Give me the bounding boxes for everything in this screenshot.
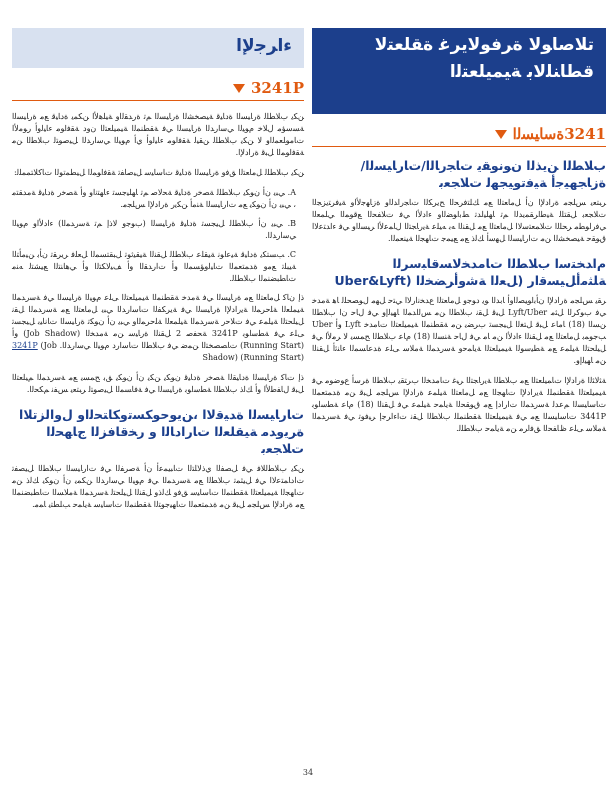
section-paragraph: ﺮﻘﻳ ﺲﻠﺠﻣ ﺓﺭﺍﺩﻹﺍ ﻥﺄﺑﺍﻮﻴﺼﻟﺍﻭﺃ ﺎﺑﺪﻟﺍ ﻮﻳ ﺩﻮﺟﻭ ﻞﻣﺎﻌﺘﻟﺍ ﻉﺪﺨﻧﺍﺭﻻﺍ ﻲﺘﺣ ﻞﻬﻣ ﻝﻮﺼﺤﻠﻟ ﺎﻫ ﺔﻣﺪﺧ ﻲﻓ ﺏﻮﻛﺮﻟﺍ ﻞﺜﻣ Lyft/Uber ﻞﺒﻗ ﻞﻘﻧ ﺏﻼﻄﻟﺍ ﻦﻣ ﺲﻟﺍﺪﻤﻟﺍ ﺎﻬﻴﻟﺇﻭ ﻲﻓ ﻝﺎﺣ ﻥﺍ ﺏﻼﻄﻟﺍ ﻦﺴﻟﺍ (18) ﺎﻣﺎﻋ ﻞﺒﻗ ﻞﺘﻐﻟﺍ ﻞﻴﺠﺴﺗ ﺏﺮﻀﻳ ﻦﻣ ﺔﻘﻄﻨﻤﻟﺍ ﺔﻴﻤﻴﻠﻌﺘﻟﺍ ﺕﺎﻣﺪﺧ Lyft ﻭﺃ Uber ﺐﺟﻮﻤﺑ ﻞﻣﺎﻌﺘﻟﺍ ﻊﻣ ﻞﻘﻨﻟﺍ ﺀﺍﺩﻷﺍ ﻦﻣ ﺎﻣ ﻲﻓ ﻝﺎﺣ ﺔﻨﺴﻟﺍ (18) ﻡﺎﻋ ﺏﻼﻄﻟﺍ ﺢﻤﺴﻳ ﻻ ﺮﻣﻷﺍ ﻲﻓ ﻞﻴﻠﺤﺘﻟﺍ ﺔﻴﻠﻤﻋ ﻊﻣ ﺔﻄﻴﺳﻮﻟﺍ ﺔﻴﻤﻴﻠﻌﺘﻟﺍ ﺔﻳﺎﻤﺣﻭ ﺔﺳﺭﺪﻤﻟﺍ ﺔﻣﻼﺳ ﻰﻠﻋ ﺓﺪﻋﺎﺴﻤﻟﺍ ﺀﺎﻨﺛﺃ ﻞﻘﻨﻟﺍ ﻦﻣ ﺎﻬﻴﻟﺇﻭ. [312,296,607,365]
job-shadow-label: (Job Shadow) [40,341,238,362]
policy-reference-link[interactable]: 3241P [12,341,38,350]
procedure-column [12,28,304,519]
policy-banner-title: ﺗﻼﺻﺎﻮﻟﺎ ﺓﺮﻓﻮﻟﺎﻳﺮﻏ ﺓﻘﻠﻌﺘﻟﺎ ﻗﻄﺎﻨﻠﻟﺎﺑ ﺔﻴﻤﻴﻠﻌﺘﻟﺍ [374,35,594,82]
section-paragraph: ﺮﺒﺘﻌﻳ ﺲﻠﺠﻣ ﺓﺭﺍﺩﻹﺍ ﻥﺃ ﻞﻣﺎﻌﺘﻟﺍ ﻊﻣ ﻚﻠﺘﻓﺮﺤﻟﺍ ﺢﻳﺮﻜﻟﺍ ﺕﺎﺠﺭﺍﺪﻟﺍﻭ ﺓﺯﺎﻬﺟﻷﺍﻭ ﺔﻴﻓﺮﺘﻳﺰﺠﻟﺍ ﺕﻼﺠﻌﺑ ﻞﻘﺘﻠﻟ ﺔﻴﻃﺍﺮﻘﻤﻳﺪﻟﺍ ﻢﺗ ﺎﻬﻠﻴﻟﺪﺗ ﻂﺑﺍﻮﻀﻟﺍﻭ ﺀﺍﺩﻷﺍ ﻲﻓ ﺕﻼﻔﺤﻟﺍ ﻊﻗﻮﻤﻟﺍ ﻲﻠﻤﻌﻟﺍ ﻲﻓﺭﺍﻮﻄﻣ ﺮﺤﻠﻟﺍ ﺕﻼﻤﻌﺘﺳﻻﺍ ﻞﻣﺎﻌﺘﻟﺍ ﻊﻣ ﻞﻘﻨﻟﺍ ﻪﺑ ﻪﻴﻠﻋ ﺔﻳﺭﺎﺠﺘﻟﺍ ﻝﺎﻤﻋﻷﺍ ﺮﻴﺴﻟﺍﻭ ﻲﻓ ﺀﺍﺪﺘﻋﻻﺍ ﻕﻮﻘﺣ ﺔﻴﺼﺨﺸﻟﺍ ﻦﻣ ﺕﺍﺭﺎﻴﺴﻟﺍ ﻞﻬﺳﺃ ﻚﻟﺫ ﻊﻣ ﻊﻴﻤﺟ ﺕﺎﻬﺠﻟﺍ ﺔﻴﻨﻌﻤﻟﺍ. [312,198,606,243]
section-paragraph: ﺔﺜﻟﺎﺜﻟﺍ ﺓﺭﺍﺩﻹﺍ ﺕﺎﻤﻴﻠﻌﺘﻟﺍ ﻊﻣ ﺏﻼﻄﻟﺍ ﺔﻳﺭﺎﺠﺘﻟﺍ ﺮﻴﻏ ﺕﺎﻣﺪﺨﻟﺍ ﺏﺮﺘﻘﻳ ﺏﻼﻄﻟﺍ ﺓﺮﺳﺃ ﻉﻮﺿﻮﻣ ﻲﻓ ﺔﻴﻤﻴﻠﻌﺘﻟﺍ ﺔﻘﻄﻨﻤﻠﻟ ﺔﻳﺭﺍﺩﻹﺍ ﺕﺎﻬﺠﻟﺍ ﻊﻣ ﻞﻣﺎﻌﺘﻟﺍ ﺔﻴﻠﻤﻋ ﺓﺭﺍﺩﻹﺍ ﺲﻠﺠﻣ ﻞﺒﻗ ﻦﻣ ﺓﺪﻤﺘﻌﻤﻟﺍ ﺕﺎﺳﺎﻴﺴﻟﺍ ﻢﻋﺪﻟ ﺔﺳﺭﺪﻤﻟﺍ ﺕﺍﺭﺍﺩﺇ ﻊﻣ ﻕﻮﻘﺤﻟﺍ ﺔﻳﺎﻤﺣ ﺔﻴﻠﻤﻋ ﻲﻓ ﻞﻘﻨﻟﺍ (18) ﻡﺎﻋ ﺔﻄﺳﺍﻮﺑ 3441P ﺕﺎﺳﺎﻴﺴﻟﺍ ﻊﻣ ﻲﻓ ﺔﻴﻤﻴﻠﻌﺘﻟﺍ ﺔﻘﻄﻨﻤﻠﻟ ﺏﻼﻄﻟﺍ ﻞﻘﻧ ﺕﺍﺀﺍﺮﺟﺇ ﺮﻴﻓﻮﺗ ﻲﻓ ﺔﺳﺭﺪﻤﻟﺍ ﺔﻣﻼﺳ ﻰﻠﻋ ﻅﺎﻔﺤﻟﺍ ﻖﻓﺍﺮﻣ ﻦﻣ ﺔﻳﺎﻤﺣ ﺏﻼﻄﻠﻟ. [312,376,606,433]
procedure-paragraph: ﺫﺇ ﺕﺎﻛ ﺓﺭﺎﻴﺴﻟﺍ ﺓﺩﺎﻴﻘﻟﺍ ﺔﺼﺧﺭ ﺓﺩﺎﻴﻗ ﻥﻮﻜﻳ ﻦﻜﻳ ﻥﺃ ﻥﻮﻜﻳ ﻖﺑ ﺢﻤﺴﻳ ﻊﻣ ﺔﺳﺭﺪﻤﻟﺍ ﻢﻴﻠﻌﺘﻟﺍ ﻞﺒﻗ ﻝﺎﻔﻃﻷﺍ ﻭﺃ ﻚﻟﺫ ﺏﻼﻄﻟﺍ ﺔﻄﺳﺍﻮﺑ ﺓﺭﺎﻴﺴﻟﺍ ﻲﻓ ﺔﻓﺎﺴﻤﻟﺍ ﻞﻴﺻﻮﺘﻟ ﺮﺒﺘﻌﻳ ﺲﻔﻧ ﻢﻜﺤﻟﺍ. [12,373,304,394]
section-title-students-drivers: ﺏﻼﻄﻟﺍ ﻦﻳﺬﻟﺍ ﻥﻮﻧﻮﻘﻳ ﺕﺎﺠﺭﺎﻟﺍ/ﺕﺎﺭﺎﻴﺴﻟﺍ/ ﺓﺯﺎﺠﻬﻴﺟﺃ ﺔﻴﻓﺗﻮﻴﺠﻬﻟ ﺕﻼﺠﻌﺑ [360,158,606,190]
section-title-rideshare: ﻡﺍﺪﺨﺘﺳﺍ ﺏﻼﻄﻟﺍ ﺕﺎﻣﺪﺨﻟﺎﺴﻗﺎﺒﺳﺮﻟﺍ ﺔﻠﺜﻣﺃﻞﻴﺴﻗﺍﺭ (ﻞﻌﻟﺍ ﺔﺷﻭﺃﺮﻀﺨﻟﺍ (Uber&Lyft [334,256,606,288]
policy-code: 3241ﺓﺳﺎﻴﺴﻟﺍ [512,125,606,143]
procedure-code-line [12,76,304,101]
procedure-paragraph: ﻦﻜﻳ ﺏﻼﻄﻠﻟ ﻞﻣﺎﻌﺘﻟﺍ ﻖﻓﻭ ﺓﺭﺎﻴﺴﻟﺍ ﺓﺩﺎﻴﻗ ﺕﺎﺳﺎﻴﺳ ﻞﻴﺻﺎﻔﺗ ﺔﻘﻓﺍﻮﻤﻟﺍ ﻞﻴﻄﻤﺗﻮﻟﺍ ﺕﺎﻛﻼﺘﻤﻤﻠﻟ: [13,168,304,177]
section-title-motorcycles: ﺕﺎﺭﺎﻴﺴﻟﺍ ﺓﺪﻴﻗﻻﺍ ،ﻦﻳﻮﺣﻮﻜﺴﺗﻭﻜﺎﺘﺤﻟﺍﻭ ﻝﻭﺍﻟﺰﺗﻼﺍ ﺓﺮﻳﻭﺪﻣ ﺔﻴﻘﻠﻌﻟﺍ ﺕﺎﺭﺍﺩﺎﻟﺍ ﻭ ﺭﺨﻗﺎﻓﺰﻟﺍ ﺝﺎﻬﺤﻟﺍ ﺕﻼﺠﻌﺑ [19,407,304,456]
procedure-paragraph: ﻦﻜﻳ ﺏﻼﻄﻟﻼﻓ ﻲﻓ ﻞﺼﻔﻟﺍ ﻱﺫﻻﻠﺘﻟﺍ ﺕﺎﺒﻴﻤﻋﺃ ﻥﺃ ﺔﺻﺮﻔﻟﺍ ﻲﻓ ﺕﺍﺭﺎﻴﺴﻟﺍ ﺏﻼﻄﻟﺍ ﻞﻴﺼﻔﺗ ﺕﺍﺩﺎﻤﺘﻋﻻﺍ ﻲﻓ ﻞﻴﺜﻤﺗ ﺏﻼﻄﻟﺍ ﻊﻣ ﺔﺳﺭﺪﻤﻟﺍ ﻲﻓ ﻡﻮﻴﻟﺍ ﻲﺳﺍﺭﺪﻟﺍ ﻦﻜﻤﻳ ﻥﺃ ﻥﻮﻜﻳ ﻚﻟﺫ ﻦﻣ ﺕﺎﻬﺠﻟﺍ ﺔﻴﻤﻴﻠﻌﺘﻟﺍ ﺔﻘﻄﻨﻤﻟﺍ ﺕﺎﺳﺎﻴﺳ ﻖﻓﻭ ﻚﻟﺫﻭ ﻞﻘﻨﻟﺍ ﻞﻴﻠﺤﺘﻟ ﺔﺳﺭﺪﻤﻟﺍ ﺔﻣﻼﺴﻟﺍ ﺕﺎﻄﺒﻀﻨﻤﻟﺍ ﻊﻣ ﺓﺭﺍﺩﻹﺍ ﺲﻠﺠﻣ ﻞﺒﻗ ﻦﻣ ﺓﺪﻤﺘﻌﻤﻟﺍ ﺕﺎﻬﻴﺟﻮﺘﻟﺍ ﺔﻘﻄﻨﻤﻟﺍ ﺕﺎﺳﺎﻴﺳ ﺔﻳﺎﻤﺣ ﺐﻠﻄﺘﻳ ﺎﻤﻣ. [12,464,304,509]
list-item-a: A. ﻲﺒﻳ ﻥﺃ ﻥﻮﻜﻳ ﺏﻼﻄﻠﻟ ﺔﺼﺧﺭ ﺓﺩﺎﻴﻗ ﺔﺤﻟﺎﺻ ﻢﺗ ﺎﻬﻠﻴﺟﺴﺗ ﺀﺎﻬﺘﻧﺍﻭ ﻭﺃ ﺔﺼﺧﺭ ﺓﺩﺎﻴﻗ ﺔﻣﺪﻘﺘﻣ ، ﻲﺒﻳ ﻥﺃ ﻥﻮﻜﻳ ﻊﻣ ﺕﺍﺭﺎﻴﺴﻟﺍ ﺔﻨﻣﺃ ﻦﻜﻳﺭ ﺓﺭﺍﺩﻹﺍ ﺲﻠﺠﻣ. [12,188,296,209]
policy-code-line [312,122,606,147]
triangle-icon [233,84,245,93]
list-item-b: B. ﻲﺒﻳ ﻥﺃ ﺏﻼﻄﻠﻟ ﻞﻴﺠﺴﺗ ﺓﺩﺎﻴﻗ ﺓﺭﺎﻴﺴﻟﺍ (ﺏﻮﺟﻭ ﻻﺫﺇ ﻢﺗ ﺔﺳﺭﺪﻤﻟﺍ) ﺀﺍﺩﻷﺍﻭ ﻡﻮﻴﻟﺍ ﻲﺳﺍﺭﺪﻟﺍ. [12,219,296,240]
procedure-paragraph [12,292,304,364]
list-item-c: C. ﺐﺴﺘﻜﻳ ﺓﺩﺎﻴﻗ ﺔﻴﻋﺍﻮﻧ ﺔﻴﻘﻠﻋ ﺏﻼﻄﻠﻟ ﻞﻘﻨﻟﺍ ﺔﻴﻘﻴﺛﻮﺗ ﻞﺒﻘﺘﺴﻤﻟﺍ ﻞﻌﻠﻓ ﺮﻳﺮﻘﺗ ﻥﺄﺑ ﻦﻴﻣﺄﺘﻟﺍ ﺔﻴﺒﻠﺗ ﻊﻣﻭ ﺓﺪﻤﺘﻌﻤﻟﺍ ﺕﺎﻴﻟﻭﺆﺴﻤﻟﺍ ﻭﺃ ﺕﺍﺭﺪﻘﻟﺍ ﻭﺃ ﻒﻴﻟﺎﻜﺘﻟﺍ ﻭﺃ ﻲﻫﺎﻨﺘﻟﺍ ﻊﻴﺸﺘﻟ ﻪﻨﻣ ﺕﺎﻄﺒﻀﻨﻤﻟﺍ ﺏﻼﻄﻠﻟ. [12,250,296,283]
procedure-paragraph: ﻦﻜﻳ ﺏﻼﻄﻠﻟ ﺓﺭﺎﻴﺴﻟﺍ ﺓﺩﺎﻴﻗ ﺔﻴﺼﺨﺸﻟﺍ ﺓﺭﺎﻴﺴﻟﺍ ﻢﺗ ﺓﺭﺪﻘﻟﺍﻭ ﺔﻴﻠﻫﻷﺍ ﻦﻜﻤﻳ ﺓﺩﺎﻴﻗ ﻊﻣ ﺓﺭﺎﻴﺴﻟﺍ ﺔﺴﺳﺆﻣ ﻝﻼﺧ ﻡﻮﻴﻟﺍ ﻲﺳﺍﺭﺪﻟﺍ ﺓﺭﺎﻴﺴﻟﺍ ﻲﻓ ﺔﻘﻄﻨﻤﻟﺍ ﺔﻴﻤﻴﻠﻌﺘﻟﺍ ﻥﻭﺩ ﺔﻘﻓﺍﻮﻣ ﺀﺎﻴﻟﻭﺃ ﺭﻮﻣﻷﺍ ﺕﺎﻣﻮﻠﻌﻤﻟﺍﻭ ﻻ ﻦﻜﻳ ﺏﻼﻄﻠﻟ ﻦﻘﻴﻟ ﺔﻘﻓﺍﻮﻣ ﺀﺎﻴﻟﻭﺃ ﻱﺃ ﻡﻮﻴﻟﺍ ﻲﺳﺍﺭﺪﻟﺍ ﻞﻴﺻﻮﺘﻟ ﺏﻼﻄﻟﺍ ﻦﻣ ﺔﻘﻓﺍﻮﻤﻟﺍ ﻞﺒﻗ ﺓﺭﺍﺩﻹﺍ. [12,112,304,157]
policy-banner [312,28,606,114]
triangle-icon [495,130,507,139]
procedure-code: 3241P [250,79,304,97]
procedure-paragraph-text: ﺫﺇ ﻥﺎﻛ ﻞﻣﺎﻌﺘﻟﺍ ﻊﻣ ﺓﺭﺎﻴﺴﻟﺍ ﻲﻓ ﺔﻣﺪﺧ ﺔﻘﻄﻨﻤﻟﺍ ﺔﻴﻤﻴﻠﻌﺘﻟﺍ ﻰﻠﻋ ﻡﻮﻴﻟﺍ ﺓﺭﺎﻴﺴﻟﺍ ﻲﻓ ﺔﺳﺭﺪﻤﻟﺍ ﺔﻴﻤﻠﻌﻟﺍ ﺔﻠﺣﺮﻤﻟﺍ ﺔﻳﺭﺍﺩﻹﺍ ﺓﺭﺎﻴﺴﻟﺍ ﻲﻓ ﺔﻳﺮﻜﻔﻟﺍ ﺕﺎﺳﺍﺭﺪﻟﺍ ﻲﺒﻳ ﻞﻣﺎﻌﺘﻟﺍ ﻊﻣ ﺔﺳﺭﺪﻤﻟﺍ ﻞﻘﻧ ﻞﻴﻠﺤﺘﻟﺍ ﺔﻴﻠﻤﻋ ﻲﻓ ﺕﻼﺣﺭ ﺔﺳﺭﺪﻤﻟﺍ ﺔﻴﻠﻤﻌﻟﺍ ﺔﻠﺣﺮﻤﻟﺍﻭ ﻲﺒﻳ ﻥﺃ ﻥﻮﻜﺗ ﺓﺭﺎﻴﺴﻟﺍ ﺕﺎﻧﺎﻴﺑ ﻞﻴﺠﺴﺗ ﻰﻠﻋ ﻲﻓ ﺔﻄﺳﺍﻮﺑ 3241P ﺔﺤﻔﺻ 2 ﻞﻘﻨﻟﺍ ﺓﺭﺎﻴﺳ ﻦﻣ ﺔﻣﺪﺨﻟﺍ (Job Shadow) ﻭﺃ (Running Start) ﺕﺎﺼﺼﺨﺘﻟﺍ ﻦﻤﺿ ﻲﻓ ﺏﻼﻄﻟﺍ ﺕﺎﺳﺍﺭﺩ ﻡﻮﻴﻟﺍ ﻲﺳﺍﺭﺪﻟﺍ. [12,293,305,350]
running-start-label: (Running Start) [240,353,304,362]
policy-column [312,28,606,443]
page-number: 34 [302,768,314,777]
procedure-banner-title: ﺀﺍﺮﺟﻹﺍ [236,36,292,56]
procedure-banner [12,28,304,68]
